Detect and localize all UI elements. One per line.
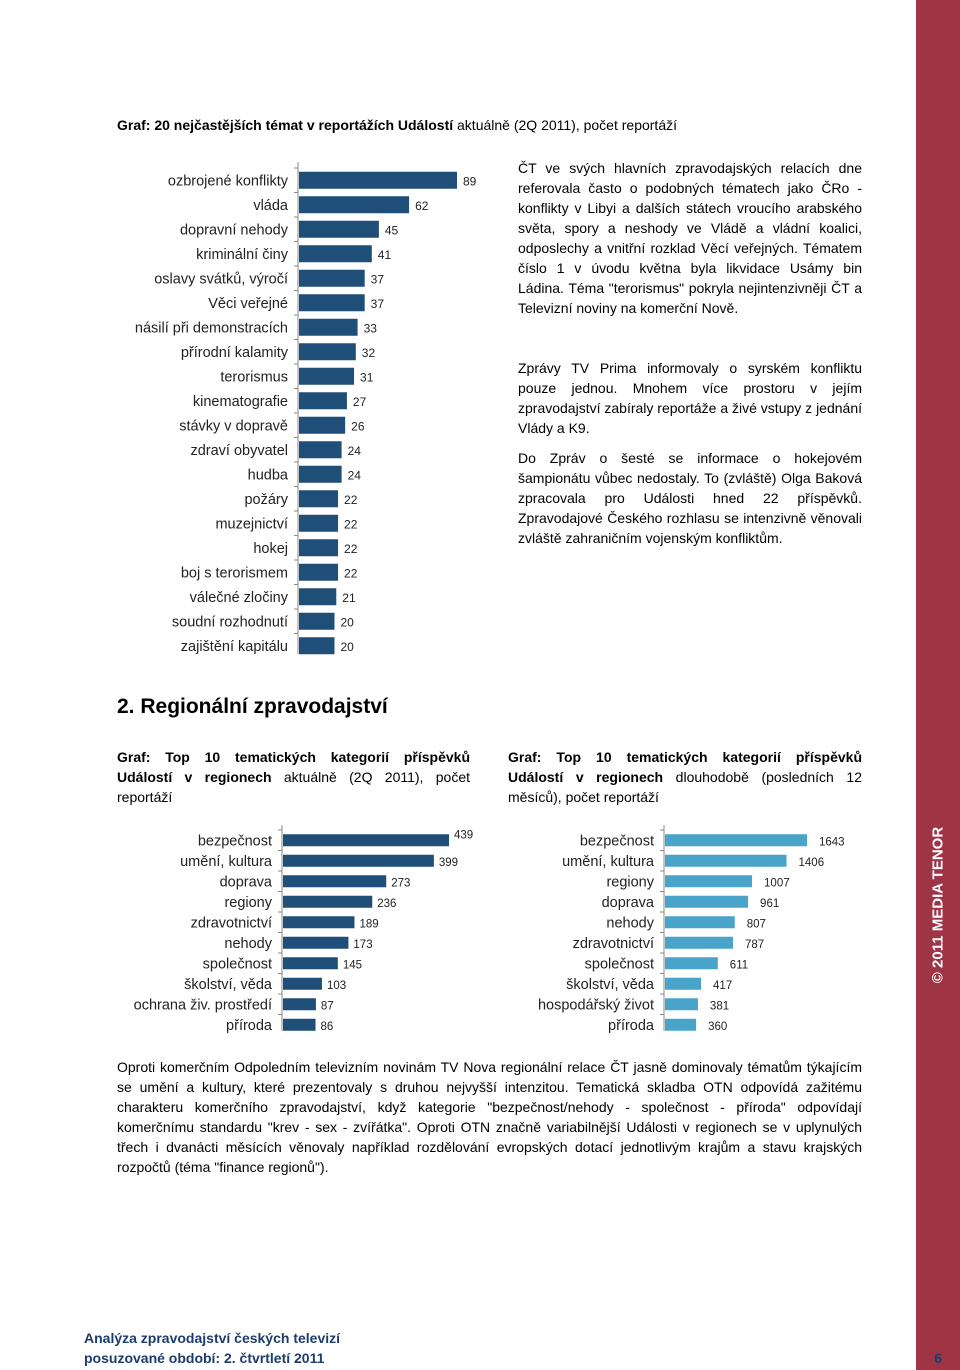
chart-1-title-bold: Graf: 20 nejčastějších témat v reportážích Událostí bbox=[117, 117, 454, 133]
value-label: 807 bbox=[746, 918, 766, 931]
category-label: požáry bbox=[244, 491, 288, 508]
bar bbox=[283, 1019, 316, 1031]
category-label: ozbrojené konflikty bbox=[167, 173, 288, 190]
bar bbox=[299, 637, 335, 654]
bar bbox=[283, 978, 322, 990]
category-label: hokej bbox=[253, 540, 288, 557]
chart-2-title-rest: aktuálně (2Q 2011), počet reportáží bbox=[117, 769, 471, 805]
value-label: 1643 bbox=[819, 836, 845, 849]
value-label: 89 bbox=[463, 174, 477, 189]
paragraph-ct-topics: ČT ve svých hlavních zpravodajských relacích dne referovala často o podobných tématech jako ČRo - konflikty v Libyi a dalších státech vroucího arabského světa, spory a neshody ve Vládě a vládní koalici, odposlechy a vnitřní rozklad Věcí veřejných. Tématem číslo 1 v úvodu května byla likvidace Usámy bin Ládina. Téma "terorismus" pokryla nejintenzivněji ČT a Televizní noviny na komerční Nově. bbox=[518, 160, 862, 316]
category-label: umění, kultura bbox=[562, 853, 654, 870]
category-label: oslavy svátků, výročí bbox=[154, 271, 288, 288]
bar bbox=[299, 515, 338, 532]
category-label: nehody bbox=[606, 915, 654, 932]
bar bbox=[283, 896, 372, 908]
category-label: terorismus bbox=[220, 369, 288, 386]
page-number: 6 bbox=[934, 1350, 942, 1366]
category-label: hospodářský život bbox=[537, 997, 654, 1014]
footer-title: Analýza zpravodajství českých televizí bbox=[84, 1330, 341, 1346]
bar bbox=[299, 172, 457, 189]
category-label: příroda bbox=[226, 1017, 272, 1034]
value-label: 145 bbox=[342, 959, 363, 972]
category-label: bezpečnost bbox=[197, 833, 272, 850]
bar bbox=[665, 937, 733, 949]
category-label: společnost bbox=[584, 956, 654, 973]
bar bbox=[299, 539, 338, 556]
paragraph-prima: Zprávy TV Prima informovaly o syrském konfliktu pouze jednou. Mnohem více prostoru v jejím zpravodajství zabíraly reportáže a živé vstupy z jednání Vlády a K9. bbox=[518, 360, 862, 436]
bar bbox=[299, 294, 365, 311]
value-label: 24 bbox=[347, 468, 361, 483]
category-label: regiony bbox=[606, 874, 654, 891]
chart-1-title bbox=[117, 117, 677, 133]
bar bbox=[665, 834, 807, 846]
value-label: 360 bbox=[708, 1020, 728, 1033]
bar bbox=[299, 441, 342, 458]
value-label: 173 bbox=[353, 938, 373, 951]
bar bbox=[299, 588, 336, 605]
bar bbox=[299, 343, 356, 360]
bar bbox=[665, 916, 735, 928]
value-label: 22 bbox=[344, 541, 358, 556]
value-label: 37 bbox=[370, 296, 385, 311]
value-label: 41 bbox=[377, 247, 392, 262]
chart-2-title bbox=[117, 747, 470, 807]
category-label: hudba bbox=[247, 467, 288, 484]
bar bbox=[283, 916, 354, 928]
chart-1-title-rest: aktuálně (2Q 2011), počet reportáží bbox=[453, 117, 677, 133]
bar bbox=[299, 466, 342, 483]
bar bbox=[299, 417, 345, 434]
value-label: 236 bbox=[377, 897, 397, 910]
category-label: boj s terorismem bbox=[180, 565, 288, 582]
value-label: 86 bbox=[320, 1020, 334, 1033]
category-label: doprava bbox=[601, 894, 654, 911]
value-label: 1007 bbox=[764, 877, 790, 890]
category-label: příroda bbox=[608, 1017, 654, 1034]
footer-period: posuzované období: 2. čtvrtletí 2011 bbox=[84, 1350, 325, 1366]
chart-1-top-topics bbox=[110, 160, 510, 660]
category-label: zdravotnictví bbox=[190, 915, 272, 932]
chart-3-title-rest: dlouhodobě (posledních 12 měsíců), počet reportáží bbox=[508, 769, 862, 805]
bar bbox=[299, 613, 335, 630]
category-label: kriminální činy bbox=[196, 246, 288, 263]
value-label: 26 bbox=[351, 419, 365, 434]
bar bbox=[299, 490, 338, 507]
sidebar-band bbox=[916, 0, 960, 1370]
value-label: 87 bbox=[320, 1000, 334, 1013]
value-label: 439 bbox=[454, 829, 474, 842]
value-label: 21 bbox=[342, 590, 356, 605]
bar bbox=[283, 855, 434, 867]
category-label: násilí při demonstracích bbox=[134, 320, 288, 337]
category-label: vláda bbox=[253, 197, 288, 214]
copyright-text: © 2011 MEDIA TENOR bbox=[929, 826, 947, 984]
bar bbox=[665, 855, 787, 867]
value-label: 1406 bbox=[798, 856, 825, 869]
category-label: válečné zločiny bbox=[189, 589, 288, 606]
bar bbox=[665, 896, 748, 908]
category-label: regiony bbox=[224, 894, 272, 911]
category-label: zdraví obyvatel bbox=[190, 442, 288, 459]
category-label: umění, kultura bbox=[180, 853, 272, 870]
bar bbox=[299, 319, 358, 336]
value-label: 27 bbox=[352, 394, 367, 409]
category-label: nehody bbox=[224, 935, 272, 952]
value-label: 24 bbox=[347, 443, 361, 458]
value-label: 399 bbox=[438, 856, 459, 869]
bar bbox=[283, 834, 449, 846]
bar bbox=[283, 957, 338, 969]
footer bbox=[84, 1328, 340, 1368]
value-label: 62 bbox=[415, 198, 429, 213]
bar bbox=[283, 937, 348, 949]
paragraph-zpravy: Do Zpráv o šesté se informace o hokejovém šampionátu vůbec nedostaly. To (zvláště) Olga Baková zpracovala pro Události hned 22 příspěvků. Zpravodajové Českého rozhlasu se intenzivně věnovali zvláště zahraničním vojenským konfliktům. bbox=[518, 450, 862, 546]
category-label: kinematografie bbox=[192, 393, 288, 410]
value-label: 961 bbox=[760, 897, 780, 910]
category-label: přírodní kalamity bbox=[180, 344, 288, 361]
value-label: 22 bbox=[344, 492, 358, 507]
bar bbox=[299, 221, 379, 238]
value-label: 31 bbox=[360, 370, 374, 385]
bar bbox=[299, 368, 354, 385]
category-label: společnost bbox=[202, 956, 272, 973]
chart-3-title bbox=[508, 747, 862, 807]
value-label: 22 bbox=[344, 517, 358, 532]
category-label: zdravotnictví bbox=[572, 935, 654, 952]
value-label: 20 bbox=[340, 639, 354, 654]
bar bbox=[299, 245, 372, 262]
category-label: muzejnictví bbox=[215, 516, 288, 533]
value-label: 33 bbox=[363, 321, 377, 336]
bar bbox=[665, 957, 718, 969]
paragraph-regional: Oproti komerčním Odpoledním televizním novinám TV Nova regionální relace ČT jasně dominovaly tématům týkajícím se umění a kultury, které prezentovaly s druhou nejvyšší intenzitou. Tematická skladba OTN odpovídá zažitému charakteru komerčního zpravodajství, když kategorie "bezpečnost/nehody - společnost - příroda" odpovídají komerčnímu standardu "krev - sex - zvířátka". Oproti OTN značně variabilnější Události v regionech se v uplynulých třech i dvanácti měsících věnovaly například rozdělování evropských dotací jednotlivým krajům a stavu krajských rozpočtů (téma "finance regionů"). bbox=[117, 1059, 862, 1175]
category-label: Věci veřejné bbox=[208, 295, 288, 312]
bar bbox=[283, 875, 386, 887]
chart-2-title-bold: Graf: Top 10 tematických kategorií příspěvků Událostí v regionech bbox=[117, 749, 470, 785]
value-label: 189 bbox=[359, 918, 379, 931]
value-label: 787 bbox=[745, 938, 765, 951]
chart-2-regional-2q bbox=[110, 825, 490, 1040]
value-label: 37 bbox=[370, 272, 385, 287]
category-label: zajištění kapitálu bbox=[180, 638, 288, 655]
category-label: školství, věda bbox=[566, 976, 654, 993]
value-label: 32 bbox=[361, 345, 376, 360]
value-label: 611 bbox=[729, 959, 749, 972]
value-label: 103 bbox=[326, 979, 347, 992]
category-label: doprava bbox=[219, 874, 272, 891]
chart-3-regional-12m bbox=[500, 825, 870, 1040]
value-label: 417 bbox=[713, 979, 733, 992]
category-label: školství, věda bbox=[184, 976, 272, 993]
category-label: stávky v dopravě bbox=[179, 418, 288, 435]
bar bbox=[299, 564, 338, 581]
section-heading: 2. Regionální zpravodajství bbox=[117, 695, 388, 718]
category-label: bezpečnost bbox=[579, 833, 654, 850]
bar bbox=[299, 270, 365, 287]
bar bbox=[665, 1019, 696, 1031]
bar bbox=[299, 196, 409, 213]
bar bbox=[299, 392, 347, 409]
bar bbox=[283, 998, 316, 1010]
bar bbox=[665, 978, 701, 990]
value-label: 20 bbox=[340, 615, 354, 630]
value-label: 381 bbox=[709, 1000, 730, 1013]
bar bbox=[665, 875, 752, 887]
value-label: 45 bbox=[384, 223, 399, 238]
chart-3-title-bold: Graf: Top 10 tematických kategorií příspěvků Událostí v regionech bbox=[508, 749, 862, 785]
value-label: 273 bbox=[391, 877, 411, 890]
category-label: ochrana živ. prostředí bbox=[133, 997, 272, 1014]
bar bbox=[665, 998, 698, 1010]
value-label: 22 bbox=[344, 566, 358, 581]
category-label: dopravní nehody bbox=[179, 222, 288, 239]
category-label: soudní rozhodnutí bbox=[171, 614, 288, 631]
